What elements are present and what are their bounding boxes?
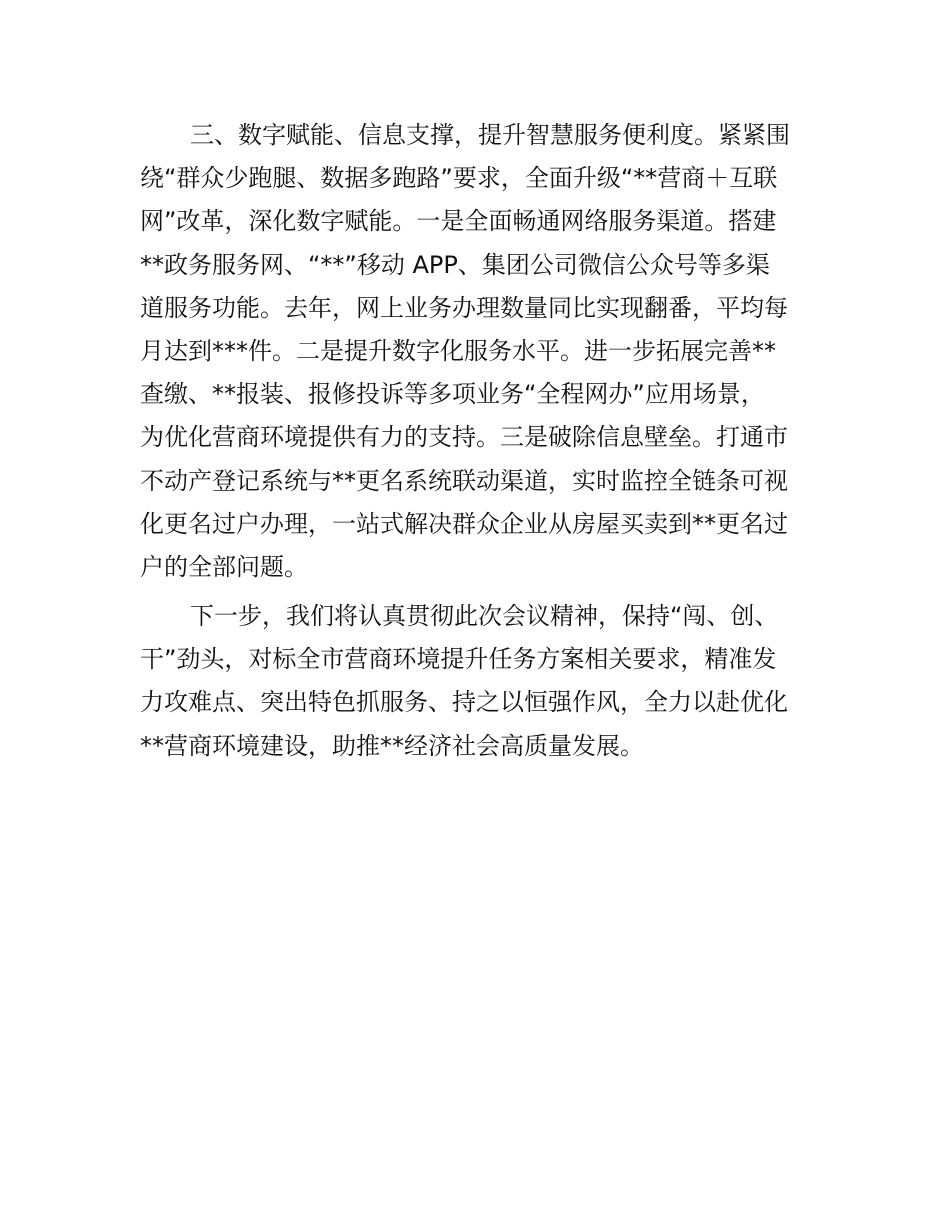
text-line: **营商环境建设，助推**经济社会高质量发展。 bbox=[140, 731, 644, 760]
text-line: 力攻难点、突出特色抓服务、持之以恒强作风，全力以赴优化 bbox=[140, 688, 788, 717]
text-line: 月达到***件。二是提升数字化服务水平。进一步拓展完善** bbox=[140, 336, 776, 365]
text-line: 化更名过户办理，一站式解决群众企业从房屋买卖到**更名过 bbox=[140, 509, 788, 538]
paragraph-digital-empowerment bbox=[140, 114, 812, 589]
text-line: 查缴、**报装、报修投诉等多项业务“全程网办”应用场景， bbox=[140, 380, 765, 409]
text-line: 三、数字赋能、信息支撑，提升智慧服务便利度。紧紧围 bbox=[190, 121, 790, 149]
text-line: 下一步，我们将认真贯彻此次会议精神，保持“闯、创、 bbox=[190, 602, 779, 631]
text-line: **政务服务网、“**”移动 APP、集团公司微信公众号等多渠 bbox=[140, 250, 770, 279]
paragraph-next-steps bbox=[140, 595, 812, 768]
text-line: 为优化营商环境提供有力的支持。三是破除信息壁垒。打通市 bbox=[140, 423, 788, 452]
text-line: 干”劲头，对标全市营商环境提升任务方案相关要求，精准发 bbox=[140, 645, 777, 674]
text-line: 户的全部问题。 bbox=[140, 552, 308, 581]
text-line: 不动产登记系统与**更名系统联动渠道，实时监控全链条可视 bbox=[140, 466, 788, 495]
text-line: 网”改革，深化数字赋能。一是全面畅通网络服务渠道。搭建 bbox=[140, 207, 777, 236]
document-body bbox=[140, 114, 812, 768]
text-line: 道服务功能。去年，网上业务办理数量同比实现翻番，平均每 bbox=[140, 293, 788, 322]
text-line: 绕“群众少跑腿、数据多跑路”要求，全面升级“**营商＋互联 bbox=[140, 164, 778, 193]
